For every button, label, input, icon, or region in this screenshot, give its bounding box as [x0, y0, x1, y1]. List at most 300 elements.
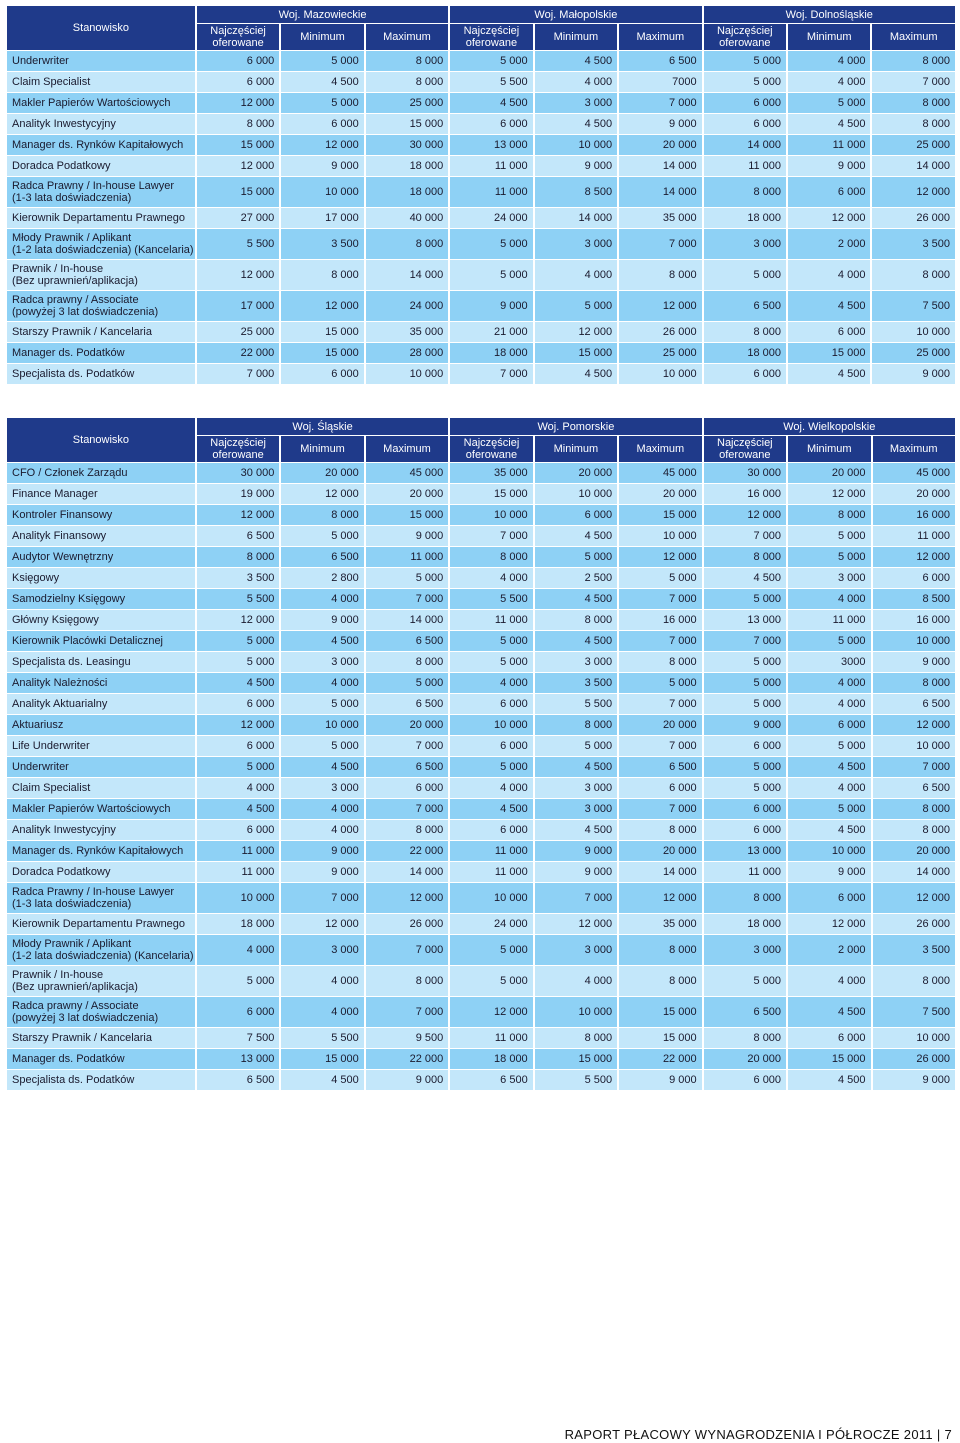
salary-value: 5 000 — [704, 260, 786, 290]
salary-value: 6 000 — [704, 93, 786, 113]
most-offered-line2: oferowane — [212, 449, 264, 461]
salary-value: 8 000 — [535, 610, 617, 630]
salary-value: 17 000 — [197, 291, 279, 321]
salary-value: 4 500 — [281, 631, 363, 651]
salary-value: 4 500 — [535, 820, 617, 840]
salary-value: 6 500 — [197, 526, 279, 546]
salary-value: 8 000 — [197, 547, 279, 567]
salary-value: 2 000 — [788, 229, 870, 259]
salary-value: 8 000 — [873, 820, 956, 840]
salary-value: 20 000 — [873, 484, 956, 504]
salary-value: 8 000 — [366, 652, 448, 672]
position-name-line: Kierownik Placówki Detalicznej — [12, 635, 164, 647]
salary-value: 9 000 — [619, 1070, 701, 1090]
position-name — [7, 715, 195, 735]
salary-value: 7 500 — [872, 291, 955, 321]
table-row — [7, 547, 955, 567]
salary-value: 7 000 — [619, 799, 701, 819]
position-name — [7, 177, 195, 207]
salary-value: 11 000 — [450, 841, 532, 861]
salary-value: 7 000 — [535, 883, 617, 913]
salary-value: 26 000 — [619, 322, 701, 342]
position-name-line: Kierownik Departamentu Prawnego — [12, 918, 186, 930]
salary-value: 15 000 — [788, 1049, 870, 1069]
header-maximum: Maximum — [619, 24, 701, 50]
salary-value: 7 000 — [366, 997, 448, 1027]
salary-value: 6 000 — [197, 997, 279, 1027]
position-name — [7, 820, 195, 840]
salary-value: 20 000 — [366, 715, 448, 735]
salary-value: 14 000 — [366, 260, 448, 290]
salary-value: 3 000 — [535, 799, 617, 819]
salary-value: 20 000 — [619, 715, 701, 735]
region-header: Woj. Mazowieckie — [197, 6, 448, 23]
salary-value: 12 000 — [197, 93, 279, 113]
salary-value: 45 000 — [873, 463, 956, 483]
salary-value: 15 000 — [281, 343, 363, 363]
salary-value: 40 000 — [366, 208, 448, 228]
salary-value: 20 000 — [281, 463, 363, 483]
salary-value: 3 500 — [872, 229, 955, 259]
salary-value: 9 000 — [788, 156, 870, 176]
salary-value: 5 000 — [704, 778, 786, 798]
salary-value: 5 500 — [197, 229, 279, 259]
salary-value: 11 000 — [197, 841, 279, 861]
salary-value: 7 000 — [366, 589, 448, 609]
salary-value: 6 000 — [704, 364, 786, 384]
salary-value: 4 500 — [788, 1070, 870, 1090]
salary-value: 5 000 — [281, 736, 363, 756]
salary-value: 15 000 — [197, 177, 279, 207]
salary-value: 12 000 — [281, 291, 363, 321]
salary-value: 8 000 — [872, 260, 955, 290]
salary-value: 18 000 — [704, 343, 786, 363]
salary-value: 9 000 — [450, 291, 532, 321]
salary-value: 6 500 — [873, 778, 956, 798]
header-most-offered — [704, 436, 786, 462]
salary-value: 7 500 — [197, 1028, 279, 1048]
position-name — [7, 778, 195, 798]
table-row — [7, 610, 955, 630]
salary-value: 4 000 — [450, 778, 532, 798]
salary-value: 9 000 — [873, 1070, 956, 1090]
salary-value: 9 000 — [281, 862, 363, 882]
salary-value: 4 000 — [197, 778, 279, 798]
salary-value: 16 000 — [704, 484, 786, 504]
salary-value: 12 000 — [197, 505, 279, 525]
salary-value: 11 000 — [450, 862, 532, 882]
salary-value: 9 000 — [281, 156, 363, 176]
salary-value: 5 000 — [366, 673, 448, 693]
salary-value: 24 000 — [450, 914, 532, 934]
salary-value: 5 000 — [535, 736, 617, 756]
position-name — [7, 841, 195, 861]
table-row — [7, 862, 955, 882]
position-name-line: Underwriter — [12, 55, 69, 67]
position-name-line: Główny Księgowy — [12, 614, 99, 626]
salary-value: 7 000 — [619, 631, 701, 651]
salary-value: 4 000 — [450, 568, 532, 588]
salary-value: 4 000 — [281, 966, 363, 996]
position-name — [7, 547, 195, 567]
table-row — [7, 757, 955, 777]
table-row — [7, 568, 955, 588]
table-row — [7, 463, 955, 483]
salary-value: 4 000 — [788, 260, 870, 290]
salary-value: 4 000 — [281, 997, 363, 1027]
header-position: Stanowisko — [7, 418, 195, 462]
salary-value: 5 000 — [450, 631, 532, 651]
salary-value: 6 000 — [281, 364, 363, 384]
salary-value: 8 000 — [366, 72, 448, 92]
most-offered-line1: Najczęściej — [463, 25, 520, 37]
position-name-line: Manager ds. Podatków — [12, 1053, 125, 1065]
position-name-line: Kontroler Finansowy — [12, 509, 113, 521]
salary-value: 6 000 — [619, 778, 701, 798]
salary-value: 22 000 — [366, 1049, 448, 1069]
region-header: Woj. Pomorskie — [450, 418, 701, 435]
salary-value: 10 000 — [535, 135, 617, 155]
position-name — [7, 114, 195, 134]
position-name-line: Claim Specialist — [12, 76, 91, 88]
position-name-line: Radca Prawny / In-house Lawyer — [12, 886, 175, 898]
salary-value: 3 000 — [535, 229, 617, 259]
salary-value: 5 500 — [197, 589, 279, 609]
salary-value: 5 000 — [788, 547, 870, 567]
position-name — [7, 135, 195, 155]
table-row — [7, 156, 955, 176]
salary-value: 13 000 — [197, 1049, 279, 1069]
header-minimum: Minimum — [535, 24, 617, 50]
salary-value: 8 000 — [872, 93, 955, 113]
table-row — [7, 935, 955, 965]
salary-value: 35 000 — [619, 914, 701, 934]
salary-value: 15 000 — [281, 322, 363, 342]
salary-value: 22 000 — [619, 1049, 701, 1069]
salary-value: 5 000 — [535, 291, 617, 321]
salary-value: 6 500 — [873, 694, 956, 714]
salary-value: 8 000 — [281, 260, 363, 290]
salary-value: 5 000 — [619, 673, 701, 693]
salary-value: 7 000 — [450, 364, 532, 384]
salary-value: 12 000 — [704, 505, 786, 525]
salary-value: 10 000 — [450, 883, 532, 913]
table-row — [7, 841, 955, 861]
salary-value: 8 000 — [197, 114, 279, 134]
salary-value: 6 500 — [366, 631, 448, 651]
salary-value: 5 000 — [197, 966, 279, 996]
salary-value: 25 000 — [619, 343, 701, 363]
salary-value: 15 000 — [788, 343, 870, 363]
position-name-line: Starszy Prawnik / Kancelaria — [12, 1032, 152, 1044]
table-row — [7, 322, 955, 342]
salary-value: 5 000 — [788, 93, 870, 113]
salary-value: 7 000 — [197, 364, 279, 384]
table-row — [7, 260, 955, 290]
salary-value: 19 000 — [197, 484, 279, 504]
salary-value: 20 000 — [873, 841, 956, 861]
table-row — [7, 652, 955, 672]
salary-value: 6 000 — [704, 799, 786, 819]
salary-value: 6 000 — [704, 1070, 786, 1090]
position-name-line: Radca prawny / Associate — [12, 1000, 139, 1012]
salary-value: 14 000 — [873, 862, 956, 882]
table-row — [7, 177, 955, 207]
salary-value: 6 500 — [281, 547, 363, 567]
salary-value: 11 000 — [788, 610, 870, 630]
salary-value: 7 000 — [619, 229, 701, 259]
salary-value: 11 000 — [704, 156, 786, 176]
salary-value: 12 000 — [788, 914, 870, 934]
salary-value: 4 000 — [535, 72, 617, 92]
salary-value: 10 000 — [281, 715, 363, 735]
salary-value: 10 000 — [450, 505, 532, 525]
salary-value: 15 000 — [619, 505, 701, 525]
salary-value: 15 000 — [450, 484, 532, 504]
salary-value: 45 000 — [619, 463, 701, 483]
salary-value: 6 000 — [704, 820, 786, 840]
salary-value: 9 000 — [535, 862, 617, 882]
position-name — [7, 229, 195, 259]
salary-value: 5 000 — [704, 757, 786, 777]
salary-value: 8 000 — [704, 322, 786, 342]
salary-value: 7000 — [619, 72, 701, 92]
position-name-line: Manager ds. Rynków Kapitałowych — [12, 845, 184, 857]
position-name-line: Makler Papierów Wartościowych — [12, 97, 171, 109]
salary-value: 5 000 — [535, 547, 617, 567]
salary-value: 8 000 — [704, 1028, 786, 1048]
header-most-offered — [197, 436, 279, 462]
salary-value: 13 000 — [704, 610, 786, 630]
table-row — [7, 694, 955, 714]
position-name-line: Manager ds. Rynków Kapitałowych — [12, 139, 184, 151]
position-name-line: Młody Prawnik / Aplikant — [12, 938, 132, 950]
salary-value: 45 000 — [366, 463, 448, 483]
salary-value: 18 000 — [450, 1049, 532, 1069]
salary-value: 4 000 — [788, 673, 870, 693]
salary-value: 2 000 — [788, 935, 870, 965]
salary-value: 8 000 — [450, 547, 532, 567]
salary-value: 6 500 — [619, 51, 701, 71]
table-row — [7, 799, 955, 819]
salary-value: 20 000 — [788, 463, 870, 483]
salary-value: 11 000 — [450, 156, 532, 176]
position-name-line: Finance Manager — [12, 488, 98, 500]
salary-value: 22 000 — [197, 343, 279, 363]
position-name-line: Life Underwriter — [12, 740, 90, 752]
salary-value: 6 000 — [197, 72, 279, 92]
salary-value: 8 000 — [619, 820, 701, 840]
salary-value: 4 000 — [535, 260, 617, 290]
salary-value: 8 000 — [535, 1028, 617, 1048]
position-name-line: Analityk Inwestycyjny — [12, 824, 116, 836]
salary-value: 4 500 — [281, 757, 363, 777]
salary-value: 4 500 — [788, 820, 870, 840]
salary-value: 5 500 — [450, 72, 532, 92]
salary-value: 13 000 — [704, 841, 786, 861]
salary-value: 30 000 — [704, 463, 786, 483]
table-row — [7, 1028, 955, 1048]
salary-value: 35 000 — [619, 208, 701, 228]
salary-value: 4 500 — [788, 364, 870, 384]
salary-value: 9 000 — [366, 1070, 448, 1090]
salary-value: 8 000 — [281, 505, 363, 525]
salary-value: 7 000 — [704, 526, 786, 546]
salary-value: 5 000 — [788, 799, 870, 819]
salary-value: 3000 — [788, 652, 870, 672]
salary-value: 8 000 — [872, 51, 955, 71]
salary-value: 24 000 — [450, 208, 532, 228]
header-most-offered — [197, 24, 279, 50]
salary-value: 6 000 — [788, 715, 870, 735]
salary-value: 3 000 — [281, 652, 363, 672]
salary-value: 10 000 — [450, 715, 532, 735]
position-name-line: Radca prawny / Associate — [12, 294, 139, 306]
salary-value: 4 000 — [197, 935, 279, 965]
salary-value: 18 000 — [366, 177, 448, 207]
salary-value: 5 000 — [704, 673, 786, 693]
salary-value: 5 000 — [704, 589, 786, 609]
position-name-line: Prawnik / In-house — [12, 263, 104, 275]
salary-value: 20 000 — [619, 841, 701, 861]
salary-value: 6 000 — [450, 114, 532, 134]
table-row — [7, 1070, 955, 1090]
salary-value: 6 000 — [704, 114, 786, 134]
position-name-line: Samodzielny Księgowy — [12, 593, 126, 605]
salary-value: 10 000 — [872, 322, 955, 342]
salary-value: 13 000 — [450, 135, 532, 155]
salary-value: 6 000 — [535, 505, 617, 525]
salary-value: 7 500 — [873, 997, 956, 1027]
salary-value: 6 500 — [450, 1070, 532, 1090]
salary-value: 8 000 — [619, 966, 701, 996]
salary-value: 26 000 — [873, 914, 956, 934]
salary-value: 4 500 — [450, 93, 532, 113]
salary-value: 8 000 — [788, 505, 870, 525]
salary-value: 4 500 — [535, 51, 617, 71]
salary-value: 15 000 — [535, 1049, 617, 1069]
table-row — [7, 1049, 955, 1069]
salary-value: 4 000 — [788, 72, 870, 92]
position-name-line: (1-2 lata doświadczenia) (Kancelaria) — [12, 244, 194, 256]
position-name — [7, 93, 195, 113]
position-name-line: Audytor Wewnętrzny — [12, 551, 114, 563]
position-name — [7, 51, 195, 71]
salary-value: 6 000 — [450, 694, 532, 714]
salary-value: 20 000 — [535, 463, 617, 483]
salary-value: 8 500 — [873, 589, 956, 609]
page-footer: RAPORT PŁACOWY WYNAGRODZENIA I PÓŁROCZE 2011 | 7 — [564, 1427, 952, 1442]
salary-value: 10 000 — [619, 364, 701, 384]
salary-value: 4 500 — [535, 589, 617, 609]
salary-value: 12 000 — [619, 883, 701, 913]
table-row — [7, 114, 955, 134]
salary-value: 6 000 — [788, 177, 870, 207]
salary-value: 26 000 — [872, 208, 955, 228]
salary-value: 5 000 — [281, 694, 363, 714]
salary-value: 3 000 — [535, 652, 617, 672]
salary-value: 4 000 — [788, 589, 870, 609]
salary-value: 10 000 — [197, 883, 279, 913]
salary-value: 4 000 — [281, 820, 363, 840]
position-name — [7, 966, 195, 996]
salary-value: 10 000 — [366, 364, 448, 384]
salary-value: 14 000 — [619, 156, 701, 176]
salary-value: 8 500 — [535, 177, 617, 207]
position-name-line: Aktuariusz — [12, 719, 64, 731]
salary-value: 5 000 — [197, 631, 279, 651]
salary-value: 20 000 — [366, 484, 448, 504]
salary-value: 8 000 — [873, 673, 956, 693]
most-offered-line2: oferowane — [212, 37, 264, 49]
salary-value: 6 000 — [197, 736, 279, 756]
salary-value: 5 000 — [450, 935, 532, 965]
position-name-line: (1-3 lata doświadczenia) — [12, 898, 132, 910]
salary-value: 18 000 — [197, 914, 279, 934]
header-maximum: Maximum — [619, 436, 701, 462]
table-row — [7, 736, 955, 756]
salary-value: 5 000 — [788, 631, 870, 651]
position-name — [7, 757, 195, 777]
salary-value: 9 500 — [366, 1028, 448, 1048]
most-offered-line2: oferowane — [719, 449, 771, 461]
salary-value: 15 000 — [366, 505, 448, 525]
table-row — [7, 208, 955, 228]
position-name — [7, 610, 195, 630]
table-row — [7, 343, 955, 363]
salary-value: 3 500 — [873, 935, 956, 965]
salary-value: 6 000 — [873, 568, 956, 588]
salary-value: 8 000 — [619, 935, 701, 965]
table-row — [7, 364, 955, 384]
salary-value: 4 500 — [281, 72, 363, 92]
salary-value: 9 000 — [281, 841, 363, 861]
salary-value: 5 000 — [450, 51, 532, 71]
salary-value: 6 500 — [366, 757, 448, 777]
salary-value: 6 500 — [619, 757, 701, 777]
salary-value: 4 500 — [197, 799, 279, 819]
salary-value: 20 000 — [619, 135, 701, 155]
salary-value: 24 000 — [366, 291, 448, 321]
salary-value: 3 000 — [281, 778, 363, 798]
position-name-line: Manager ds. Podatków — [12, 347, 125, 359]
position-name-line: Claim Specialist — [12, 782, 91, 794]
position-name — [7, 1049, 195, 1069]
region-header: Woj. Dolnośląskie — [704, 6, 955, 23]
salary-value: 18 000 — [704, 914, 786, 934]
salary-value: 8 000 — [873, 799, 956, 819]
salary-value: 4 000 — [281, 673, 363, 693]
salary-value: 27 000 — [197, 208, 279, 228]
position-name — [7, 652, 195, 672]
header-maximum: Maximum — [872, 24, 955, 50]
salary-value: 18 000 — [450, 343, 532, 363]
position-name-line: Specjalista ds. Podatków — [12, 1074, 135, 1086]
position-name — [7, 799, 195, 819]
salary-value: 12 000 — [281, 484, 363, 504]
table-row — [7, 135, 955, 155]
salary-value: 9 000 — [619, 114, 701, 134]
table-row — [7, 589, 955, 609]
salary-value: 20 000 — [704, 1049, 786, 1069]
salary-value: 5 000 — [704, 72, 786, 92]
position-name — [7, 935, 195, 965]
salary-value: 6 500 — [704, 997, 786, 1027]
salary-value: 26 000 — [873, 1049, 956, 1069]
salary-value: 7 000 — [366, 935, 448, 965]
salary-value: 5 000 — [704, 652, 786, 672]
salary-value: 5 000 — [366, 568, 448, 588]
